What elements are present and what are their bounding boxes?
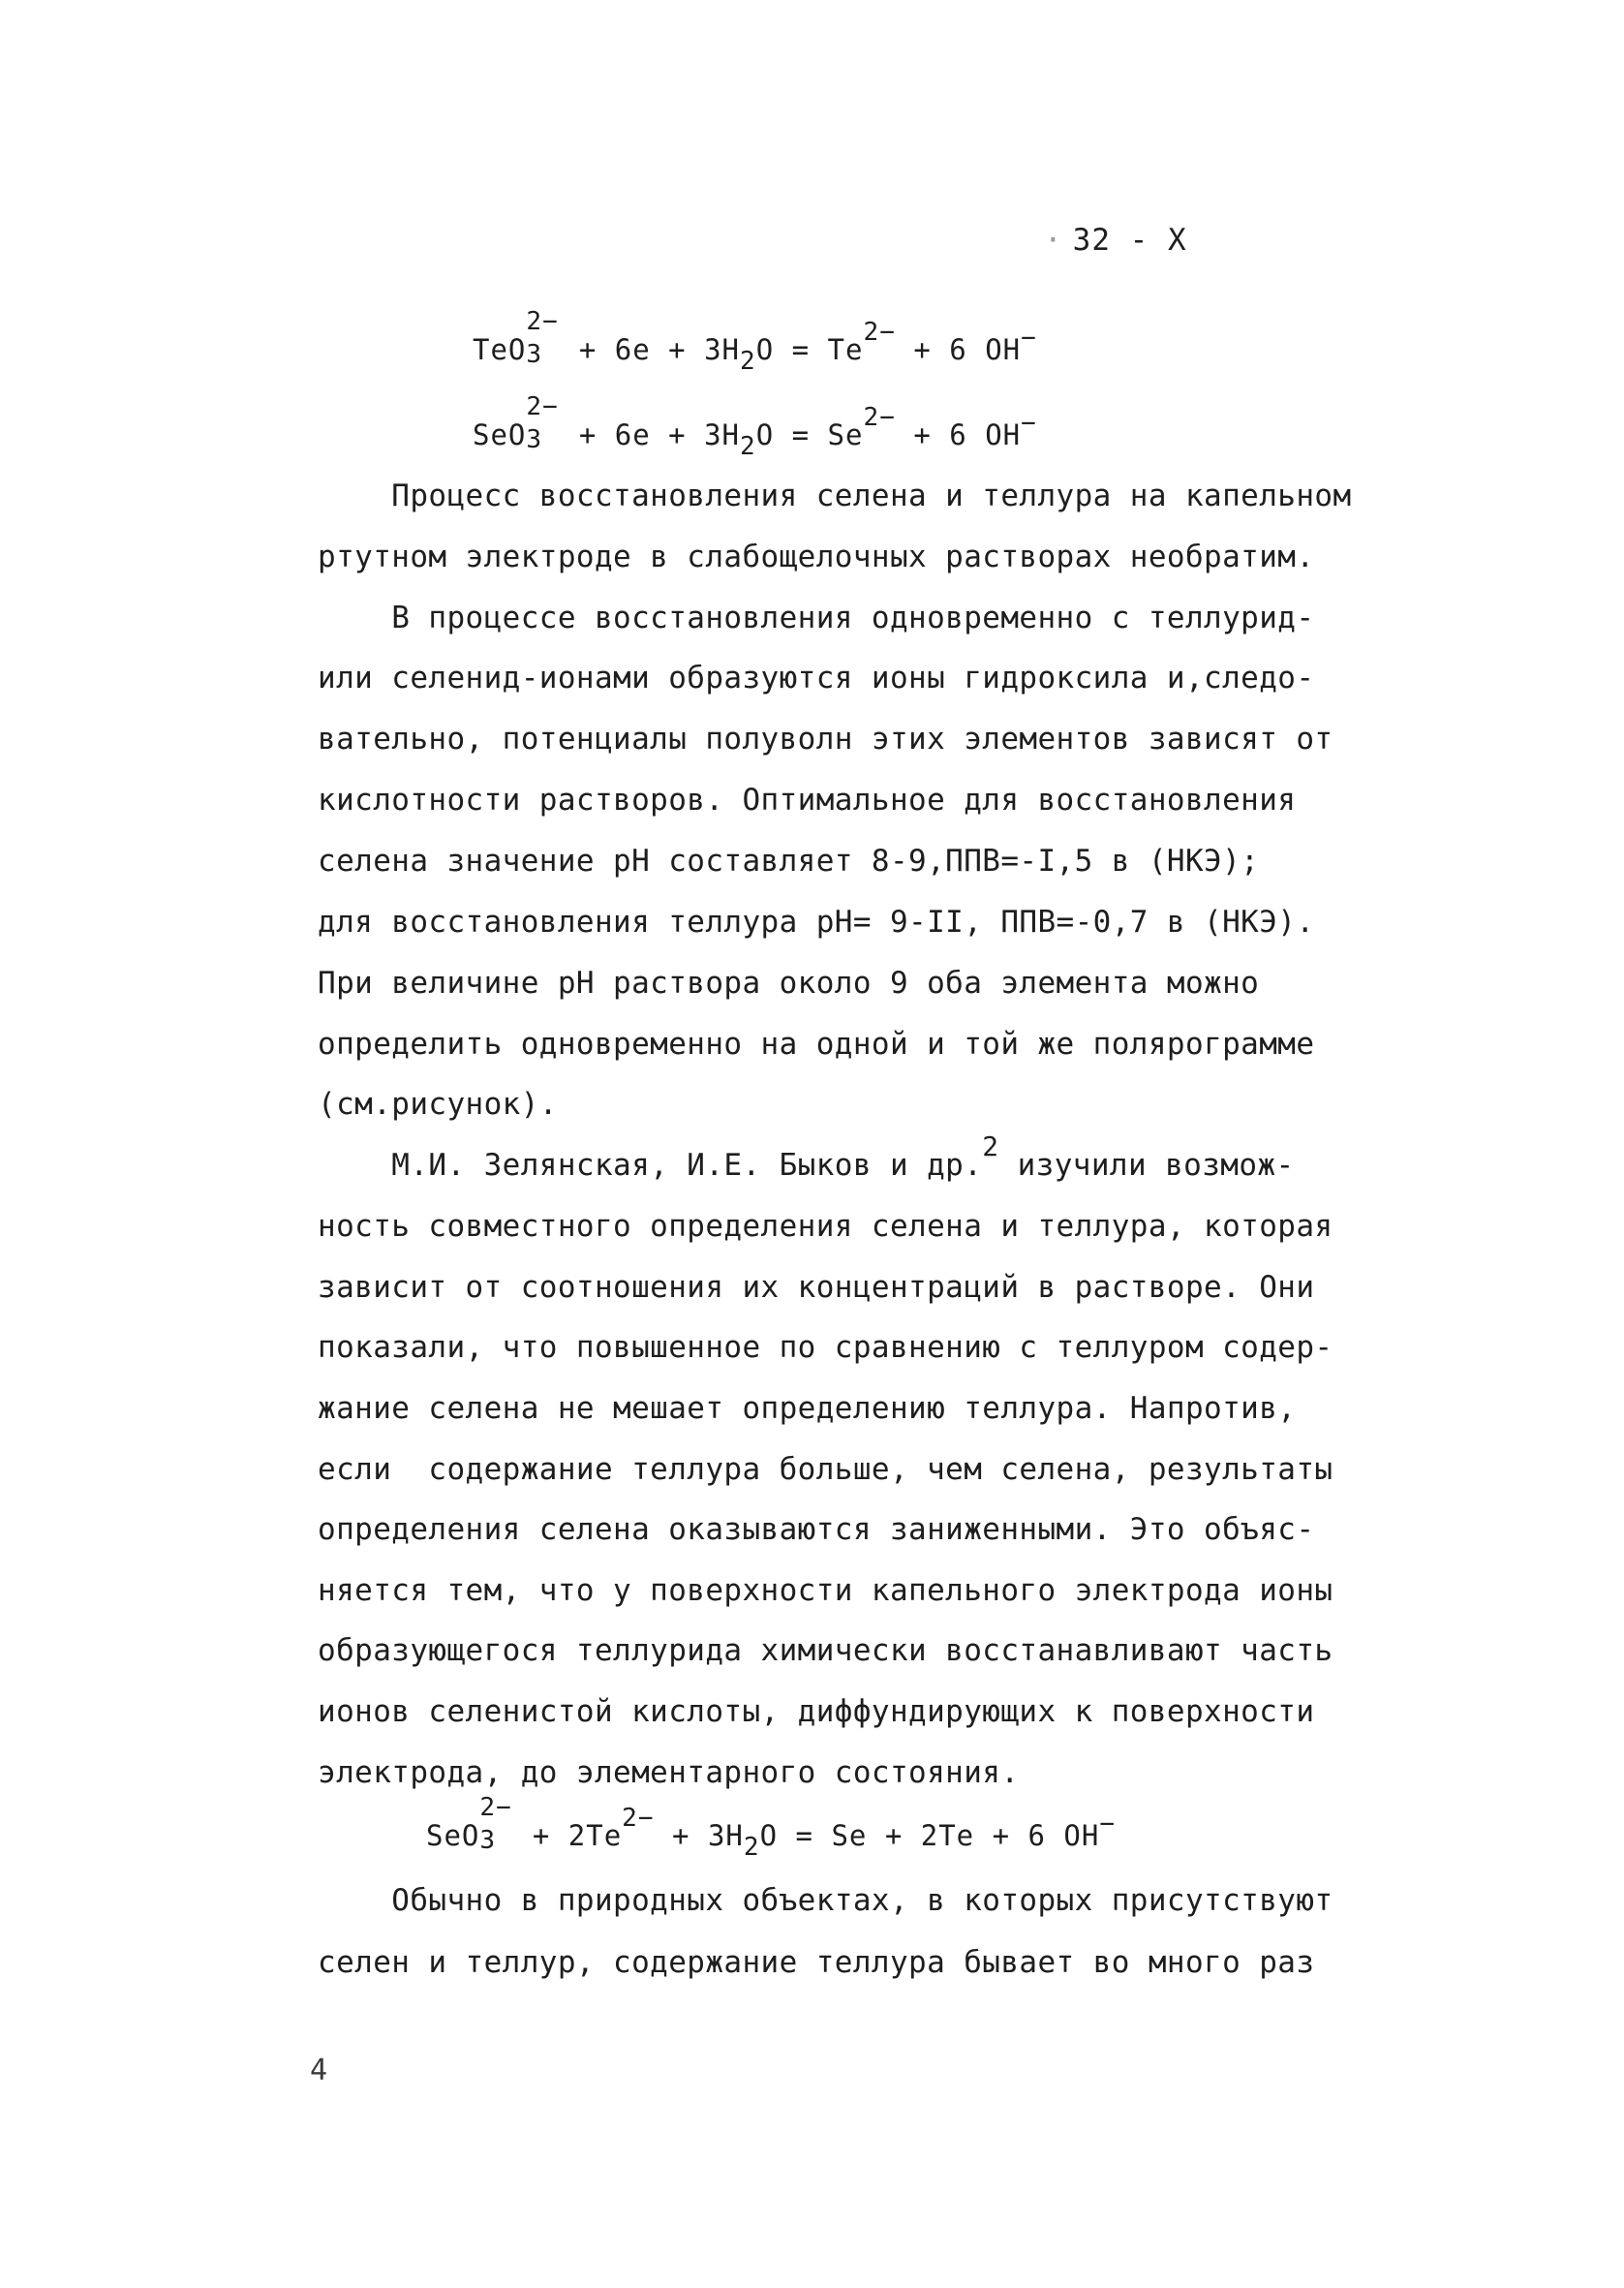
header-code-text: 32 - X	[1072, 223, 1187, 258]
body-line: жание селена не мешает определению теллура. Напротив,	[318, 1391, 1297, 1426]
footnote-reference: 2	[982, 1130, 999, 1163]
body-line: Обычно в природных объектах, в которых присутствуют	[318, 1883, 1333, 1918]
body-line: ртутном электроде в слабощелочных растворах необратим.	[318, 540, 1315, 574]
body-line: для восстановления теллура рН= 9-II, ППВ=-0,7 в (НКЭ).	[318, 905, 1315, 940]
body-line: вательно, потенциалы полуволн этих элементов зависят от	[318, 722, 1333, 757]
body-line: В процессе восстановления одновременно с теллурид-	[318, 601, 1315, 635]
page-number: 4	[310, 2054, 328, 2087]
body-line: селен и теллур, содержание теллура бывает во много раз	[318, 1945, 1315, 1980]
header-mark: ·	[1044, 223, 1063, 258]
body-line: образующегося теллурида химически восстанавливают часть	[318, 1633, 1333, 1668]
body-line: ность совместного определения селена и теллура, которая	[318, 1209, 1333, 1244]
equation-selenite-reduction: SeO 2− 3 + 6e + 3H2O = Se2− + 6 OH−	[473, 392, 1037, 461]
body-line: ионов селенистой кислоты, диффундирующих к поверхности	[318, 1694, 1315, 1729]
body-line: няется тем, что у поверхности капельного электрода ионы	[318, 1573, 1333, 1608]
body-line-with-reference: М.И. Зелянская, И.Е. Быков и др.2 изучили возмож-	[318, 1130, 1295, 1183]
body-line: показали, что повышенное по сравнению с теллуром содер-	[318, 1330, 1333, 1365]
equation-selenite-telluride: SeO 2− 3 + 2Te2− + 3H2O = Se + 2Te + 6 OH−	[426, 1793, 1117, 1862]
body-line: кислотности растворов. Оптимальное для восстановления	[318, 783, 1297, 818]
body-line: определить одновременно на одной и той же полярограмме	[318, 1027, 1315, 1062]
body-line: селена значение рН составляет 8-9,ППВ=-I,5 в (НКЭ);	[318, 844, 1260, 879]
body-line: или селенид-ионами образуются ионы гидроксила и,следо-	[318, 661, 1315, 696]
body-line: если содержание теллура больше, чем селена, результаты	[318, 1452, 1333, 1487]
body-line: (см.рисунок).	[318, 1087, 558, 1122]
body-line: Процесс восстановления селена и теллура на капельном	[318, 479, 1352, 513]
body-line: электрода, до элементарного состояния.	[318, 1755, 1020, 1790]
body-line: определения селена оказываются заниженными. Это объяс-	[318, 1512, 1315, 1547]
page-header-code	[1044, 223, 1187, 258]
body-line: При величине рН раствора около 9 оба элемента можно	[318, 966, 1260, 1001]
body-line: зависит от соотношения их концентраций в растворе. Они	[318, 1270, 1315, 1305]
equation-tellurite-reduction: TeO 2− 3 + 6e + 3H2O = Te2− + 6 OH−	[473, 307, 1037, 376]
